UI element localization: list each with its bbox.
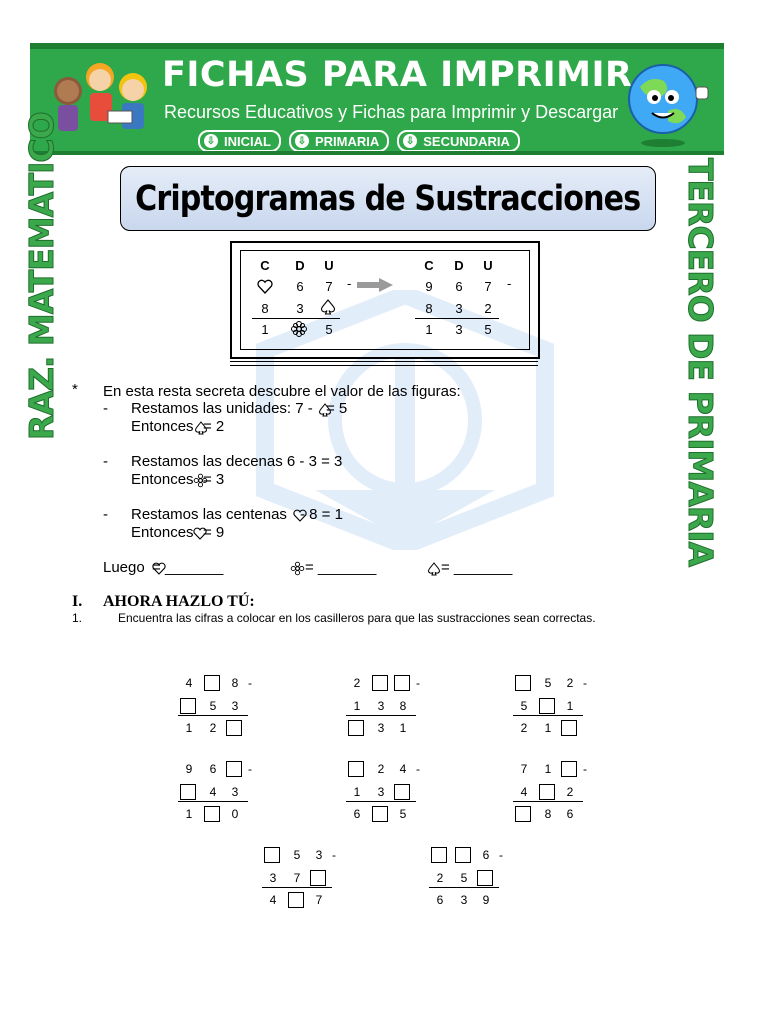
frame-underline [230,365,538,366]
exercise-digit: 6 [436,893,444,907]
answer-box[interactable] [226,720,242,736]
example-digit: 2 [484,301,492,316]
minus-sign: - [248,676,252,690]
dash: - [103,506,108,523]
example-digit: 6 [455,279,463,294]
example-digit: 5 [325,322,333,337]
answer-blank-flower: = _______ [305,559,377,576]
example-header-u: U [483,258,493,273]
example-rule [252,318,340,319]
frame-underline [230,361,538,362]
exercise-digit: 4 [520,785,528,799]
exercise-digit: 6 [482,848,490,862]
answer-box[interactable] [477,870,493,886]
example-rule [415,318,499,319]
site-subtitle: Recursos Educativos y Fichas para Imprimir y Descargar [164,102,619,122]
step1-tail: = 5 [326,400,348,417]
answer-box[interactable] [431,847,447,863]
exercise-digit: 1 [353,785,361,799]
step2-then-tail: = 3 [203,471,225,488]
download-icon: ⇩ [295,134,309,148]
answer-box[interactable] [180,698,196,714]
subtraction-rule [429,887,499,888]
step3-then-tail: = 9 [203,524,225,541]
exercise-digit: 1 [353,699,361,713]
subtraction-rule [346,715,416,716]
minus-sign: - [332,848,336,862]
step2-text: Restamos las decenas 6 - 3 = 3 [131,453,343,470]
example-digit: 8 [425,301,433,316]
answer-box[interactable] [539,698,555,714]
answer-box[interactable] [310,870,326,886]
step1-text: Restamos las unidades: 7 - [131,400,313,417]
answer-box[interactable] [372,806,388,822]
exercise-digit: 5 [544,676,552,690]
minus-sign: - [583,762,587,776]
exercise-digit: 3 [231,699,239,713]
answer-box[interactable] [561,720,577,736]
answer-box[interactable] [394,784,410,800]
exercise-digit: 6 [209,762,217,776]
minus-sign: - [416,762,420,776]
download-icon: ⇩ [403,134,417,148]
exercise-digit: 1 [544,721,552,735]
exercise-digit: 2 [566,676,574,690]
step1-then: Entonces [131,418,194,435]
subtraction-rule [262,887,332,888]
minus-sign: - [583,676,587,690]
level-secundaria-button[interactable]: ⇩ SECUNDARIA [397,130,520,152]
exercise-digit: 3 [269,871,277,885]
step3-tail: - 8 = 1 [300,506,343,523]
minus-sign: - [507,276,512,291]
exercise-digit: 3 [377,721,385,735]
exercise-digit: 2 [377,762,385,776]
dash: - [103,453,108,470]
section-title: AHORA HAZLO TÚ: [103,593,255,610]
example-digit: 3 [296,301,304,316]
exercise-digit: 5 [209,699,217,713]
flower-icon [290,561,305,576]
exercise-digit: 2 [209,721,217,735]
exercise-digit: 5 [520,699,528,713]
answer-blank-spade: = _______ [441,559,513,576]
minus-sign: - [416,676,420,690]
exercise-digit: 9 [482,893,490,907]
title-box [120,166,656,231]
example-digit: 8 [261,301,269,316]
answer-box[interactable] [204,675,220,691]
subtraction-rule [513,715,583,716]
globe-mascot-icon [618,57,718,149]
exercise-digit: 1 [566,699,574,713]
answer-box[interactable] [180,784,196,800]
exercise-digit: 2 [353,676,361,690]
worksheet-title: Criptogramas de Sustracciones [135,178,641,219]
subtraction-rule [513,801,583,802]
banner-stripe-bottom [30,151,724,155]
step2-then: Entonces [131,471,194,488]
exercise-digit: 1 [544,762,552,776]
exercise-digit: 3 [377,785,385,799]
example-digit: 3 [455,322,463,337]
answer-box[interactable] [288,892,304,908]
explanation-intro: En esta resta secreta descubre el valor de las figuras: [103,383,461,400]
exercise-digit: 3 [460,893,468,907]
exercise-digit: 3 [377,699,385,713]
bullet: * [72,381,78,398]
answer-box[interactable] [561,761,577,777]
step3-text: Restamos las centenas [131,506,287,523]
heart-icon [257,279,273,294]
exercise-digit: 4 [185,676,193,690]
exercise-digit: 4 [269,893,277,907]
minus-sign: - [347,276,352,291]
exercise-digit: 0 [231,807,239,821]
example-digit: 1 [261,322,269,337]
exercise-digit: 2 [566,785,574,799]
subtraction-rule [178,801,248,802]
answer-box[interactable] [348,720,364,736]
answer-blank-heart: = _______ [152,559,224,576]
download-icon: ⇩ [204,134,218,148]
banner-stripe-top [30,43,724,49]
minus-sign: - [499,848,503,862]
arrow-right-icon [357,278,393,292]
answer-box[interactable] [539,784,555,800]
instruction-text: Encuentra las cifras a colocar en los casilleros para que las sustracciones sean correctas. [118,611,596,625]
spade-icon [427,562,441,576]
level-inicial-button[interactable]: ⇩ INICIAL [198,130,281,152]
exercise-digit: 1 [185,807,193,821]
exercise-digit: 4 [399,762,407,776]
answer-box[interactable] [204,806,220,822]
example-header-c: C [424,258,434,273]
exercise-digit: 1 [185,721,193,735]
exercise-digit: 7 [315,893,323,907]
exercise-digit: 1 [399,721,407,735]
exercise-digit: 6 [566,807,574,821]
flower-icon [290,320,308,338]
example-header-c: C [260,258,270,273]
answer-box[interactable] [348,761,364,777]
answer-box[interactable] [372,675,388,691]
exercise-digit: 8 [544,807,552,821]
exercise-digit: 2 [520,721,528,735]
answer-box[interactable] [226,761,242,777]
side-title-right: TERCERO DE PRIMARIA [681,158,720,567]
step3-then: Entonces [131,524,194,541]
answer-box[interactable] [264,847,280,863]
level-primaria-button[interactable]: ⇩ PRIMARIA [289,130,389,152]
answer-box[interactable] [515,806,531,822]
example-digit: 6 [296,279,304,294]
example-header-d: D [295,258,305,273]
subtraction-rule [178,715,248,716]
example-header-d: D [454,258,464,273]
minus-sign: - [248,762,252,776]
exercise-digit: 7 [520,762,528,776]
exercise-digit: 9 [185,762,193,776]
answer-box[interactable] [455,847,471,863]
dash: - [103,400,108,417]
item-number: 1. [72,611,83,625]
exercise-digit: 3 [315,848,323,862]
header-banner [30,43,724,155]
exercise-digit: 2 [436,871,444,885]
exercise-digit: 5 [460,871,468,885]
spade-icon [320,299,336,315]
answer-box[interactable] [515,675,531,691]
example-digit: 7 [484,279,492,294]
exercise-digit: 8 [399,699,407,713]
exercise-digit: 4 [209,785,217,799]
side-title-left: RAZ. MATEMATICO [22,112,61,440]
exercise-digit: 7 [293,871,301,885]
example-digit: 7 [325,279,333,294]
exercise-digit: 5 [399,807,407,821]
example-digit: 1 [425,322,433,337]
answer-box[interactable] [394,675,410,691]
example-digit: 5 [484,322,492,337]
subtraction-rule [346,801,416,802]
section-number: I. [72,593,83,610]
level-nav [198,130,520,152]
site-title: FICHAS PARA IMPRIMIR [162,55,633,95]
exercise-digit: 3 [231,785,239,799]
step1-then-tail: = 2 [203,418,225,435]
example-digit: 3 [455,301,463,316]
exercise-digit: 8 [231,676,239,690]
example-header-u: U [324,258,334,273]
exercise-digit: 5 [293,848,301,862]
example-digit: 9 [425,279,433,294]
exercise-digit: 6 [353,807,361,821]
luego-label: Luego [103,559,145,576]
